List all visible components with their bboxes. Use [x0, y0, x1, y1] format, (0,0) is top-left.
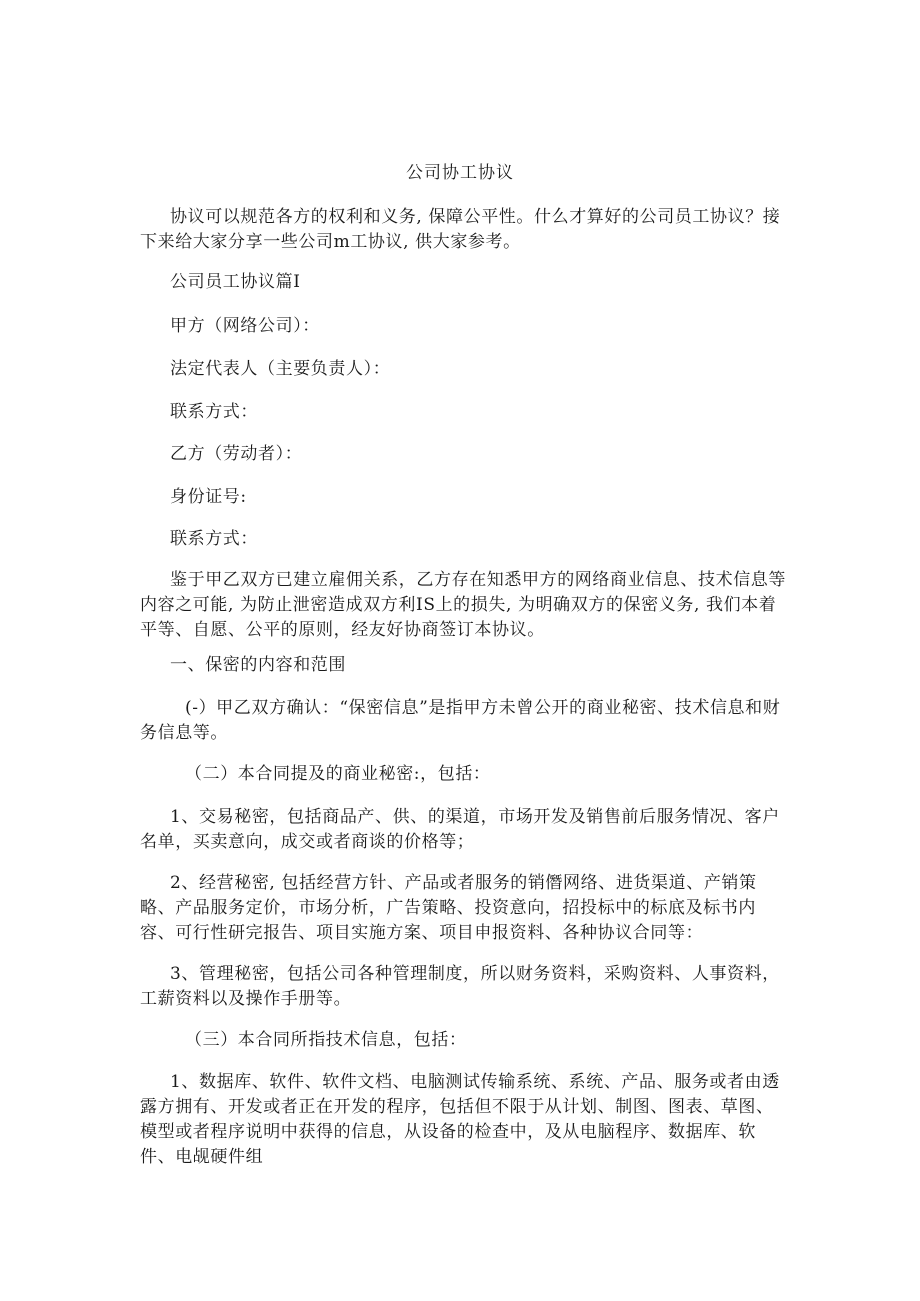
party-a-line: 甲方（网络公司）： [170, 316, 320, 336]
id-number-line: 身份证号: [170, 487, 247, 507]
tech-info-item-1: 1、数据库、软件、软件文档、电脑测试传输系统、系统、产品、服务或者由透露方拥有、开发或者正在开发的程序，包括但不限于从计划、制图、图表、草图、模型或者程序说明中获得的信息，从设备的检查中，及从电脑程序、数据库、软件、电觇硬件组 [140, 1072, 780, 1167]
clause-2-heading: （二）本合同提及的商业秘密:，包括： [185, 764, 491, 784]
trade-secret-item-2: 2、经营秘密, 包括经营方针、产品或者服务的销僭网络、进货渠道、产销策略、产品服务定价，市场分析，广告策略、投资意向，招投标中的标底及标书内容、可行性研完报告、项目实施方案、项目申报资料、各种协议合同等： [140, 873, 757, 943]
agreement-subtitle: 公司员工协议篇I [170, 272, 301, 292]
clause-3-heading: （三）本合同所指技术信息，包括： [185, 1030, 467, 1050]
trade-secret-item-3: 3、管理秘密，包括公司各种管理制度，所以财务资料，采购资料、人事资料，工薪资料以及操作手册等。 [140, 964, 780, 1009]
party-a-contact-line: 联系方式： [170, 402, 258, 422]
clause-1-paragraph: (-）甲乙双方确认：“保密信息”是指甲方未曾公开的商业秘密、技术信息和财务信息等。 [140, 698, 781, 743]
party-b-contact-line: 联系方式： [170, 529, 258, 549]
document-title: 公司协工协议 [406, 163, 514, 183]
legal-representative-line: 法定代表人（主要负责人）： [170, 359, 391, 379]
intro-paragraph: 协议可以规范各方的权利和义务, 保障公平性。什么才算好的公司员工协议？接下来给大家分享一些公司m工协议, 供大家参考。 [140, 207, 781, 252]
preamble-paragraph: 鉴于甲乙双方已建立雇佣关系，乙方存在知悉甲方的网络商业信息、技术信息等内容之可能, 为防止泄密造成双方利IS上的损失, 为明确双方的保密义务, 我们本着平等、自愿、公平的原则，经友好协商签订本协议。 [140, 570, 786, 640]
party-b-line: 乙方（劳动者）： [170, 444, 303, 464]
trade-secret-item-1: 1、交易秘密，包括商品产、供、的渠道，市场开发及销售前后服务情况、客户名单，买卖意向，成交或者商谈的价格等； [140, 807, 780, 852]
section-1-heading: 一、保密的内容和范围 [170, 655, 346, 675]
